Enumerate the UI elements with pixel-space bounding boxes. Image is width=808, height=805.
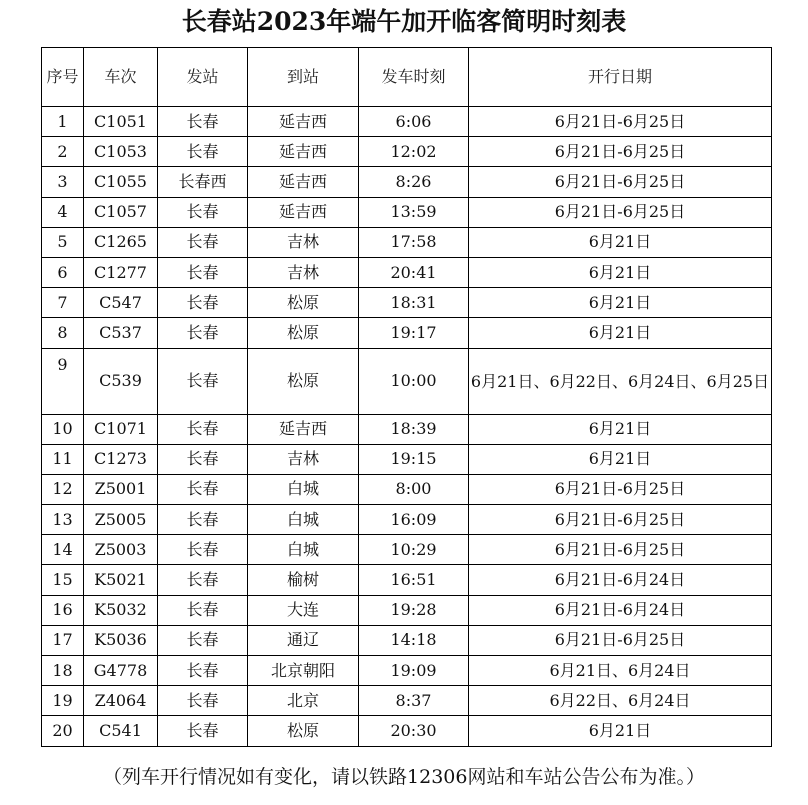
cell-from: 长春	[158, 595, 248, 625]
cell-train: C547	[84, 288, 158, 318]
header-depart: 发车时刻	[359, 48, 469, 107]
cell-seq: 20	[42, 716, 84, 746]
cell-seq: 15	[42, 565, 84, 595]
cell-seq: 16	[42, 595, 84, 625]
cell-train: K5032	[84, 595, 158, 625]
cell-seq: 10	[42, 414, 84, 444]
cell-depart: 18:39	[359, 414, 469, 444]
cell-from: 长春	[158, 625, 248, 655]
cell-seq: 5	[42, 227, 84, 257]
cell-to: 松原	[248, 348, 359, 414]
table-row	[42, 686, 772, 716]
table-row	[42, 197, 772, 227]
cell-train: Z5003	[84, 535, 158, 565]
table-row	[42, 474, 772, 504]
cell-train: C1265	[84, 227, 158, 257]
cell-dates: 6月21日	[469, 318, 772, 348]
cell-dates: 6月21日-6月25日	[469, 474, 772, 504]
cell-depart: 8:26	[359, 167, 469, 197]
cell-seq: 6	[42, 257, 84, 287]
cell-from: 长春	[158, 227, 248, 257]
cell-depart: 17:58	[359, 227, 469, 257]
cell-seq: 9	[42, 348, 84, 414]
cell-train: C1273	[84, 444, 158, 474]
cell-from: 长春	[158, 318, 248, 348]
cell-depart: 19:28	[359, 595, 469, 625]
cell-from: 长春	[158, 535, 248, 565]
cell-dates: 6月21日-6月25日	[469, 505, 772, 535]
table-row	[42, 288, 772, 318]
cell-to: 白城	[248, 474, 359, 504]
cell-depart: 8:00	[359, 474, 469, 504]
table-row	[42, 348, 772, 414]
timetable	[41, 47, 772, 747]
table-row	[42, 565, 772, 595]
cell-train: Z4064	[84, 686, 158, 716]
cell-depart: 16:51	[359, 565, 469, 595]
table-row	[42, 444, 772, 474]
table-row	[42, 414, 772, 444]
cell-train: C1057	[84, 197, 158, 227]
cell-depart: 16:09	[359, 505, 469, 535]
cell-from: 长春西	[158, 167, 248, 197]
cell-to: 延吉西	[248, 414, 359, 444]
table-row	[42, 535, 772, 565]
cell-dates: 6月22日、6月24日	[469, 686, 772, 716]
cell-from: 长春	[158, 686, 248, 716]
cell-seq: 17	[42, 625, 84, 655]
header-dates: 开行日期	[469, 48, 772, 107]
cell-train: C1051	[84, 107, 158, 137]
cell-to: 吉林	[248, 444, 359, 474]
cell-from: 长春	[158, 565, 248, 595]
cell-to: 松原	[248, 288, 359, 318]
cell-depart: 13:59	[359, 197, 469, 227]
cell-train: K5021	[84, 565, 158, 595]
cell-from: 长春	[158, 107, 248, 137]
cell-from: 长春	[158, 716, 248, 746]
cell-train: C541	[84, 716, 158, 746]
cell-dates: 6月21日-6月24日	[469, 595, 772, 625]
cell-from: 长春	[158, 257, 248, 287]
cell-seq: 1	[42, 107, 84, 137]
cell-from: 长春	[158, 474, 248, 504]
cell-dates: 6月21日-6月24日	[469, 565, 772, 595]
cell-seq: 3	[42, 167, 84, 197]
header-to: 到站	[248, 48, 359, 107]
cell-train: C1053	[84, 137, 158, 167]
cell-to: 榆树	[248, 565, 359, 595]
footnote: （列车开行情况如有变化，请以铁路12306网站和车站公告公布为准。）	[103, 766, 705, 788]
cell-train: C1071	[84, 414, 158, 444]
cell-depart: 19:17	[359, 318, 469, 348]
cell-to: 松原	[248, 716, 359, 746]
cell-dates: 6月21日	[469, 414, 772, 444]
cell-dates: 6月21日	[469, 227, 772, 257]
table-row	[42, 227, 772, 257]
cell-seq: 8	[42, 318, 84, 348]
cell-dates: 6月21日	[469, 288, 772, 318]
cell-train: C539	[84, 348, 158, 414]
cell-dates: 6月21日、6月22日、6月24日、6月25日	[469, 348, 772, 414]
cell-train: C1055	[84, 167, 158, 197]
cell-depart: 10:29	[359, 535, 469, 565]
cell-seq: 7	[42, 288, 84, 318]
cell-to: 延吉西	[248, 107, 359, 137]
cell-depart: 19:15	[359, 444, 469, 474]
header-seq: 序号	[42, 48, 84, 107]
cell-to: 延吉西	[248, 137, 359, 167]
cell-dates: 6月21日-6月25日	[469, 107, 772, 137]
page-title: 长春站2023年端午加开临客简明时刻表	[181, 7, 627, 36]
cell-from: 长春	[158, 444, 248, 474]
cell-dates: 6月21日、6月24日	[469, 656, 772, 686]
cell-depart: 20:41	[359, 257, 469, 287]
cell-to: 吉林	[248, 227, 359, 257]
cell-to: 北京朝阳	[248, 656, 359, 686]
cell-train: C537	[84, 318, 158, 348]
cell-seq: 12	[42, 474, 84, 504]
table-row	[42, 167, 772, 197]
cell-depart: 18:31	[359, 288, 469, 318]
table-row	[42, 257, 772, 287]
cell-from: 长春	[158, 197, 248, 227]
cell-to: 延吉西	[248, 197, 359, 227]
cell-seq: 13	[42, 505, 84, 535]
cell-depart: 8:37	[359, 686, 469, 716]
cell-to: 吉林	[248, 257, 359, 287]
table-row	[42, 318, 772, 348]
cell-depart: 10:00	[359, 348, 469, 414]
table-row	[42, 107, 772, 137]
cell-dates: 6月21日	[469, 716, 772, 746]
table-row	[42, 716, 772, 746]
table-body	[42, 107, 772, 747]
cell-from: 长春	[158, 288, 248, 318]
cell-seq: 18	[42, 656, 84, 686]
cell-to: 延吉西	[248, 167, 359, 197]
cell-to: 白城	[248, 535, 359, 565]
cell-to: 大连	[248, 595, 359, 625]
header-from: 发站	[158, 48, 248, 107]
cell-from: 长春	[158, 137, 248, 167]
cell-from: 长春	[158, 348, 248, 414]
table-row	[42, 505, 772, 535]
cell-dates: 6月21日	[469, 444, 772, 474]
cell-seq: 14	[42, 535, 84, 565]
table-header-row	[42, 48, 772, 107]
cell-depart: 12:02	[359, 137, 469, 167]
cell-dates: 6月21日	[469, 257, 772, 287]
cell-to: 北京	[248, 686, 359, 716]
cell-train: Z5001	[84, 474, 158, 504]
table-row	[42, 656, 772, 686]
header-train: 车次	[84, 48, 158, 107]
cell-dates: 6月21日-6月25日	[469, 197, 772, 227]
cell-seq: 11	[42, 444, 84, 474]
table-row	[42, 137, 772, 167]
cell-dates: 6月21日-6月25日	[469, 535, 772, 565]
cell-depart: 20:30	[359, 716, 469, 746]
cell-train: C1277	[84, 257, 158, 287]
table-row	[42, 625, 772, 655]
cell-depart: 19:09	[359, 656, 469, 686]
cell-depart: 14:18	[359, 625, 469, 655]
table-row	[42, 595, 772, 625]
cell-seq: 4	[42, 197, 84, 227]
cell-dates: 6月21日-6月25日	[469, 137, 772, 167]
cell-to: 松原	[248, 318, 359, 348]
cell-train: K5036	[84, 625, 158, 655]
cell-train: Z5005	[84, 505, 158, 535]
cell-dates: 6月21日-6月25日	[469, 625, 772, 655]
cell-from: 长春	[158, 414, 248, 444]
cell-dates: 6月21日-6月25日	[469, 167, 772, 197]
cell-depart: 6:06	[359, 107, 469, 137]
cell-to: 通辽	[248, 625, 359, 655]
cell-seq: 2	[42, 137, 84, 167]
cell-train: G4778	[84, 656, 158, 686]
cell-from: 长春	[158, 505, 248, 535]
cell-seq: 19	[42, 686, 84, 716]
cell-from: 长春	[158, 656, 248, 686]
cell-to: 白城	[248, 505, 359, 535]
